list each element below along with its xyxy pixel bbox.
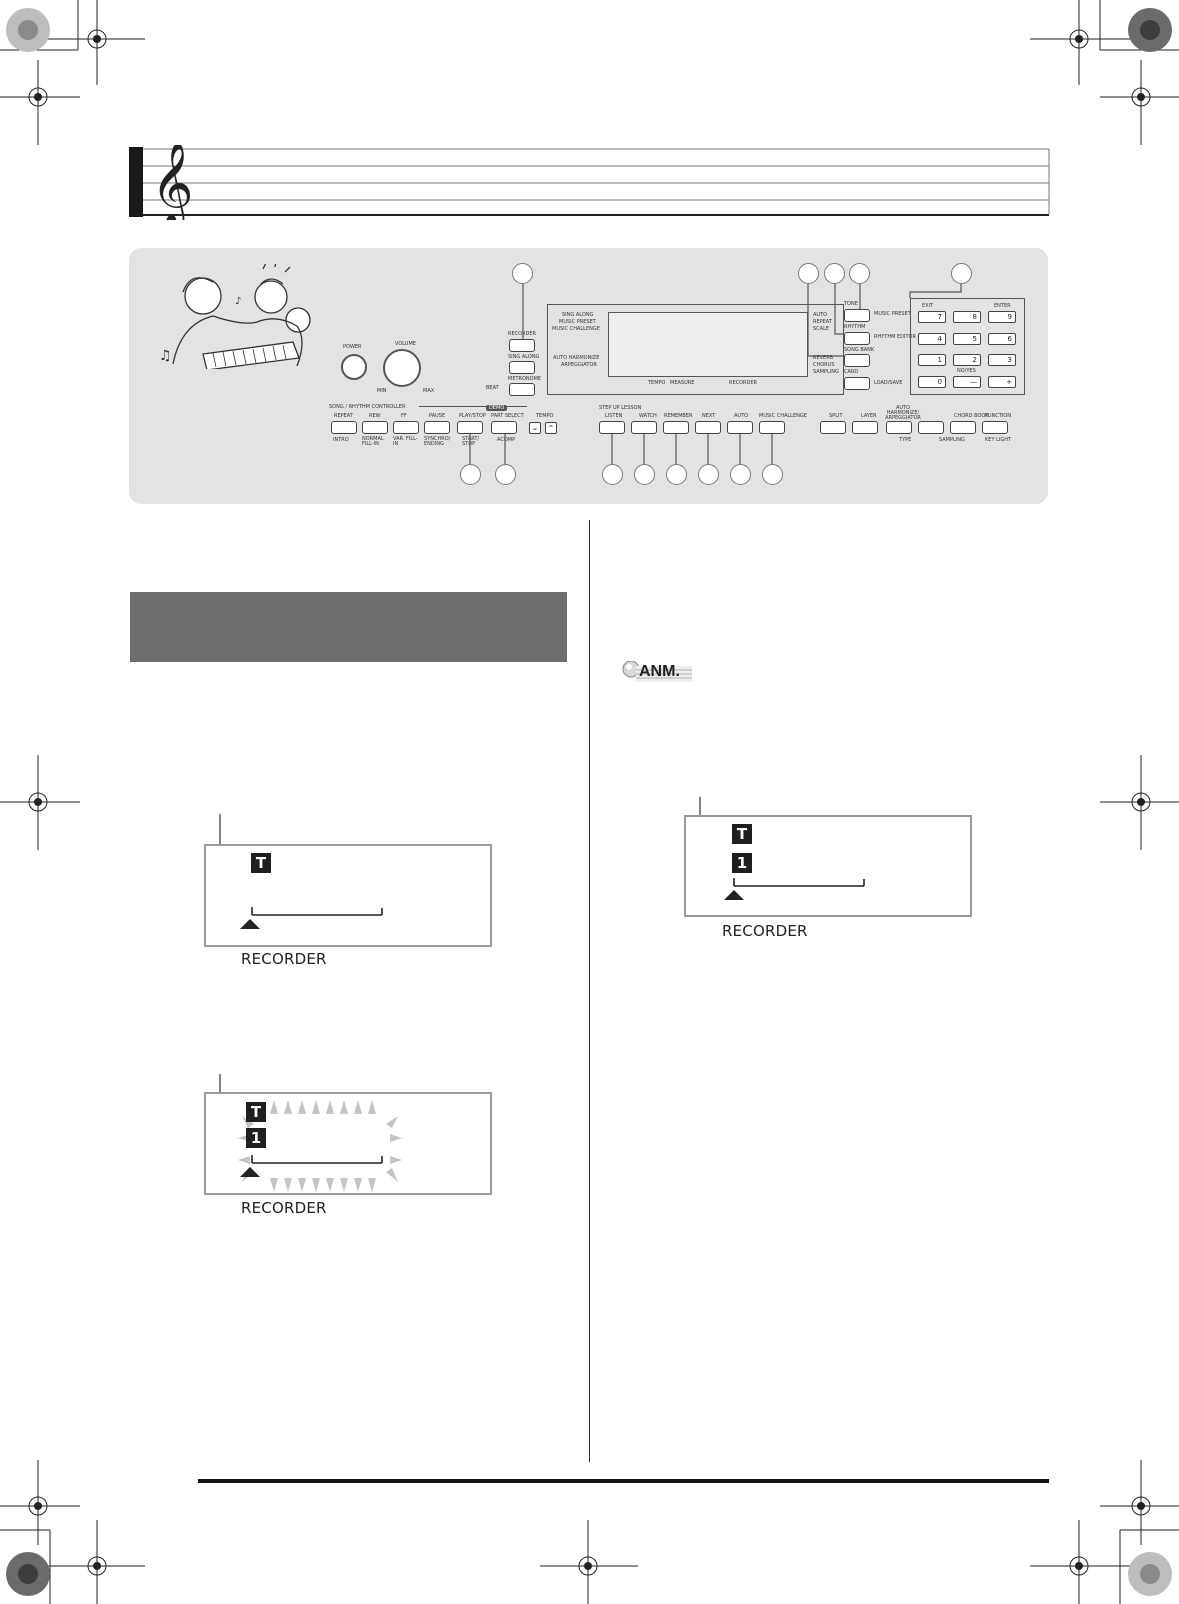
track-1-indicator-right: 1	[732, 853, 752, 873]
lcd-1-caption: RECORDER	[241, 950, 327, 968]
callout-listen	[602, 464, 623, 485]
no-yes-label: NO/YES	[957, 368, 976, 374]
note-badge-label: ANM.	[639, 663, 680, 680]
acomp-label: ACOMP	[497, 437, 516, 443]
key-minus[interactable]: —	[953, 376, 981, 388]
key-plus[interactable]: +	[988, 376, 1016, 388]
lcd-repeat: REPEAT	[813, 319, 832, 325]
var-fill-in-label: VAR. FILL-IN	[393, 436, 418, 447]
svg-text:𝄞: 𝄞	[151, 145, 194, 220]
staff-header	[129, 145, 1050, 220]
key-2[interactable]: 2	[953, 354, 981, 366]
watch-label: WATCH	[639, 413, 657, 419]
key-7[interactable]: 7	[918, 311, 946, 323]
remember-label: REMEMBER	[664, 413, 693, 419]
metronome-label: METRONOME	[508, 376, 542, 382]
measure-bar-icon	[240, 902, 390, 932]
callout-watch	[634, 464, 655, 485]
section-heading-bar	[130, 592, 567, 662]
repeat-label: REPEAT	[334, 413, 353, 419]
lcd-measure: MEASURE	[670, 380, 695, 386]
sampling-label: SAMPLING	[939, 437, 965, 443]
part-select-label: PART SELECT	[491, 413, 524, 419]
volume-max-label: MAX	[423, 388, 435, 394]
callout-leaders	[129, 248, 1048, 504]
beat-label: BEAT	[486, 385, 499, 391]
svg-text:♫: ♫	[159, 348, 172, 364]
sing-along-label: SING ALONG	[508, 354, 540, 360]
exit-label: EXIT	[922, 303, 934, 309]
lcd-sing-along: SING ALONG	[562, 312, 594, 318]
lcd-reverb: REVERB	[813, 355, 834, 361]
measure-bar-icon-2	[240, 1150, 390, 1180]
synchro-ending-label: SYNCHRO/ ENDING	[424, 436, 451, 447]
split-label: SPLIT	[829, 413, 843, 419]
auto-harmonize-arpeggiator-label: AUTO HARMONIZE/ ARPEGGIATOR	[885, 405, 921, 421]
intro-label: INTRO	[333, 437, 349, 443]
callout-remember	[666, 464, 687, 485]
callout-part-select	[495, 464, 516, 485]
normal-fill-in-label: NORMAL FILL-IN	[362, 436, 384, 447]
rhythm-label: RHYTHM	[844, 324, 866, 330]
card-label: CARD	[844, 369, 859, 375]
lcd-3-caption: RECORDER	[722, 922, 808, 940]
step-up-lesson-label: STEP UP LESSON	[599, 405, 642, 411]
track-t-indicator-flashing: T	[246, 1102, 266, 1122]
callout-recorder	[512, 263, 533, 284]
music-preset-label: MUSIC PRESET	[874, 311, 911, 317]
key-8[interactable]: 8	[953, 311, 981, 323]
recorder-label: RECORDER	[508, 331, 537, 337]
volume-label: VOLUME	[395, 341, 416, 347]
tempo-down-button[interactable]: ⌄	[529, 422, 541, 434]
start-stop-label: START/ STOP	[462, 436, 480, 447]
key-9[interactable]: 9	[988, 311, 1016, 323]
rhythm-editor-label: RHYTHM EDITOR	[874, 334, 916, 340]
load-save-label: LOAD/SAVE	[874, 380, 903, 386]
function-label: FUNCTION	[985, 413, 1011, 419]
key-4[interactable]: 4	[918, 333, 946, 345]
lcd-chorus: CHORUS	[813, 362, 835, 368]
enter-label: ENTER	[994, 303, 1011, 309]
callout-song-bank	[798, 263, 819, 284]
lcd-display-1	[200, 814, 500, 968]
auto-label: AUTO	[734, 413, 749, 419]
lcd-display-3	[680, 797, 980, 947]
listen-label: LISTEN	[605, 413, 623, 419]
lcd-music-preset: MUSIC PRESET	[559, 319, 596, 325]
lcd-auto: AUTO	[813, 312, 828, 318]
rew-label: REW	[369, 413, 381, 419]
tone-label: TONE	[844, 301, 858, 307]
callout-music-challenge	[762, 464, 783, 485]
song-rhythm-controller-label: SONG / RHYTHM CONTROLLER	[329, 404, 406, 410]
song-bank-label: SONG BANK	[844, 347, 875, 353]
lcd-sampling: SAMPLING	[813, 369, 839, 375]
layer-label: LAYER	[861, 413, 877, 419]
type-label: TYPE	[899, 437, 912, 443]
volume-min-label: MIN	[377, 388, 387, 394]
tempo-label: TEMPO	[536, 413, 554, 419]
lcd-recorder: RECORDER	[729, 380, 758, 386]
lcd-scale: SCALE	[813, 326, 830, 332]
callout-rhythm	[824, 263, 845, 284]
power-label: POWER	[343, 344, 362, 350]
key-light-label: KEY LIGHT	[985, 437, 1012, 443]
note-badge	[622, 661, 694, 683]
chord-book-label: CHORD BOOK	[954, 413, 989, 419]
callout-number-pad	[951, 263, 972, 284]
play-stop-label: PLAY/STOP	[459, 413, 486, 419]
lcd-auto-harmonize: AUTO HARMONIZE	[553, 355, 600, 361]
lcd-music-challenge: MUSIC CHALLENGE	[552, 326, 600, 332]
lcd-tempo: TEMPO	[648, 380, 666, 386]
music-challenge-label: MUSIC CHALLENGE	[759, 413, 807, 419]
key-3[interactable]: 3	[988, 354, 1016, 366]
callout-auto	[730, 464, 751, 485]
measure-bar-icon-3	[724, 873, 874, 903]
next-label: NEXT	[702, 413, 716, 419]
tempo-up-button[interactable]: ⌃	[545, 422, 557, 434]
svg-text:♪: ♪	[235, 296, 242, 307]
callout-next	[698, 464, 719, 485]
key-1[interactable]: 1	[918, 354, 946, 366]
keyboard-panel	[129, 248, 1048, 504]
track-t-indicator: T	[251, 853, 271, 873]
key-6[interactable]: 6	[988, 333, 1016, 345]
column-divider	[589, 520, 590, 1462]
track-1-indicator-flashing: 1	[246, 1128, 266, 1148]
footer-rule	[198, 1479, 1049, 1483]
pause-label: PAUSE	[429, 413, 446, 419]
key-5[interactable]: 5	[953, 333, 981, 345]
callout-play-stop	[460, 464, 481, 485]
callout-tone	[849, 263, 870, 284]
treble-clef-staff-icon	[129, 145, 1050, 220]
lcd-2-caption: RECORDER	[241, 1199, 327, 1217]
track-t-indicator-right: T	[732, 824, 752, 844]
demo-label: DEMO	[486, 405, 507, 411]
lcd-display-2	[200, 1074, 500, 1224]
lcd-arpeggiator: ARPEGGIATOR	[561, 362, 597, 368]
ff-label: FF	[401, 413, 407, 419]
key-0[interactable]: 0	[918, 376, 946, 388]
